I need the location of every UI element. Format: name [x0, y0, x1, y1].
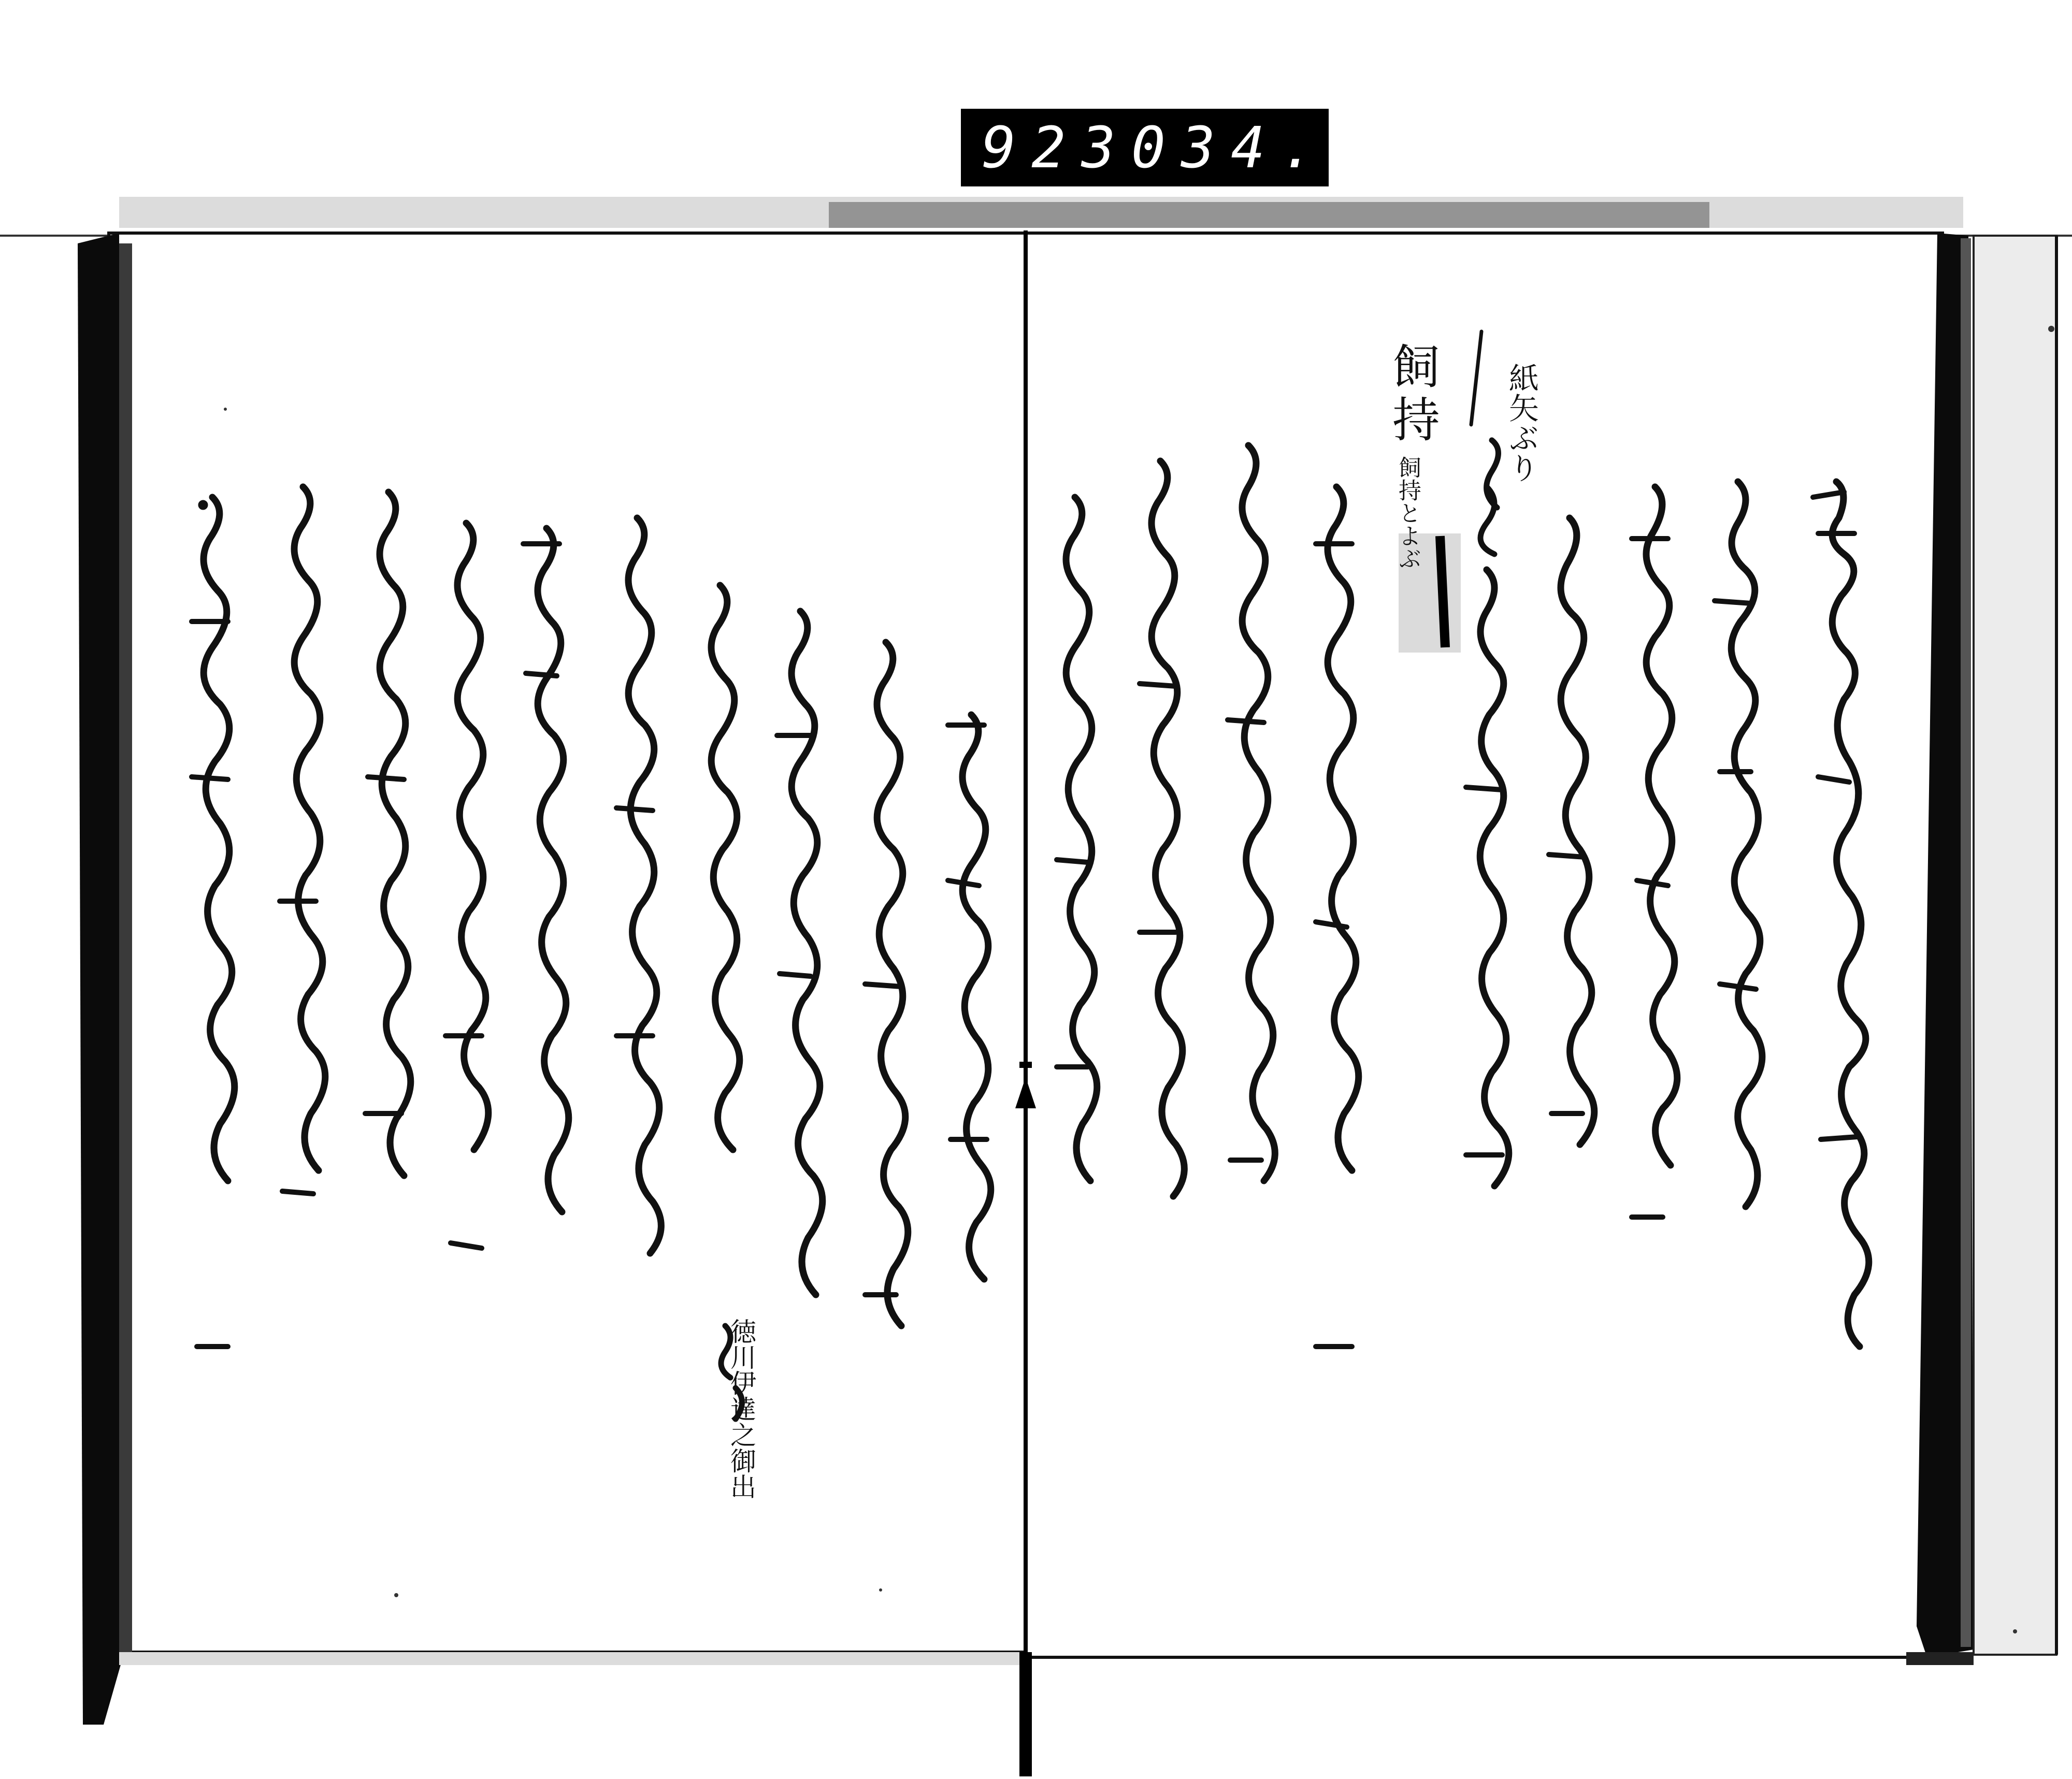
film-edge-band-dark — [829, 202, 1709, 228]
right-page-marginal-note-small: 飼持とよぶ — [1394, 456, 1421, 570]
left-page-marginal-note: 徳川伊達之御出 — [726, 1318, 756, 1499]
reel-number: 923 — [982, 114, 1131, 181]
left-page — [109, 233, 1026, 1652]
right-page-marginal-note: 紙矢ぶり — [1504, 363, 1539, 483]
gutter-foot-marker — [1019, 1652, 1032, 1776]
right-page-marginal-heading: 飼持 — [1385, 342, 1440, 447]
left-binding-edge — [78, 233, 124, 1725]
frame-number: 034. — [1131, 114, 1331, 181]
frame-counter — [961, 109, 1329, 186]
right-page — [1026, 233, 1942, 1657]
